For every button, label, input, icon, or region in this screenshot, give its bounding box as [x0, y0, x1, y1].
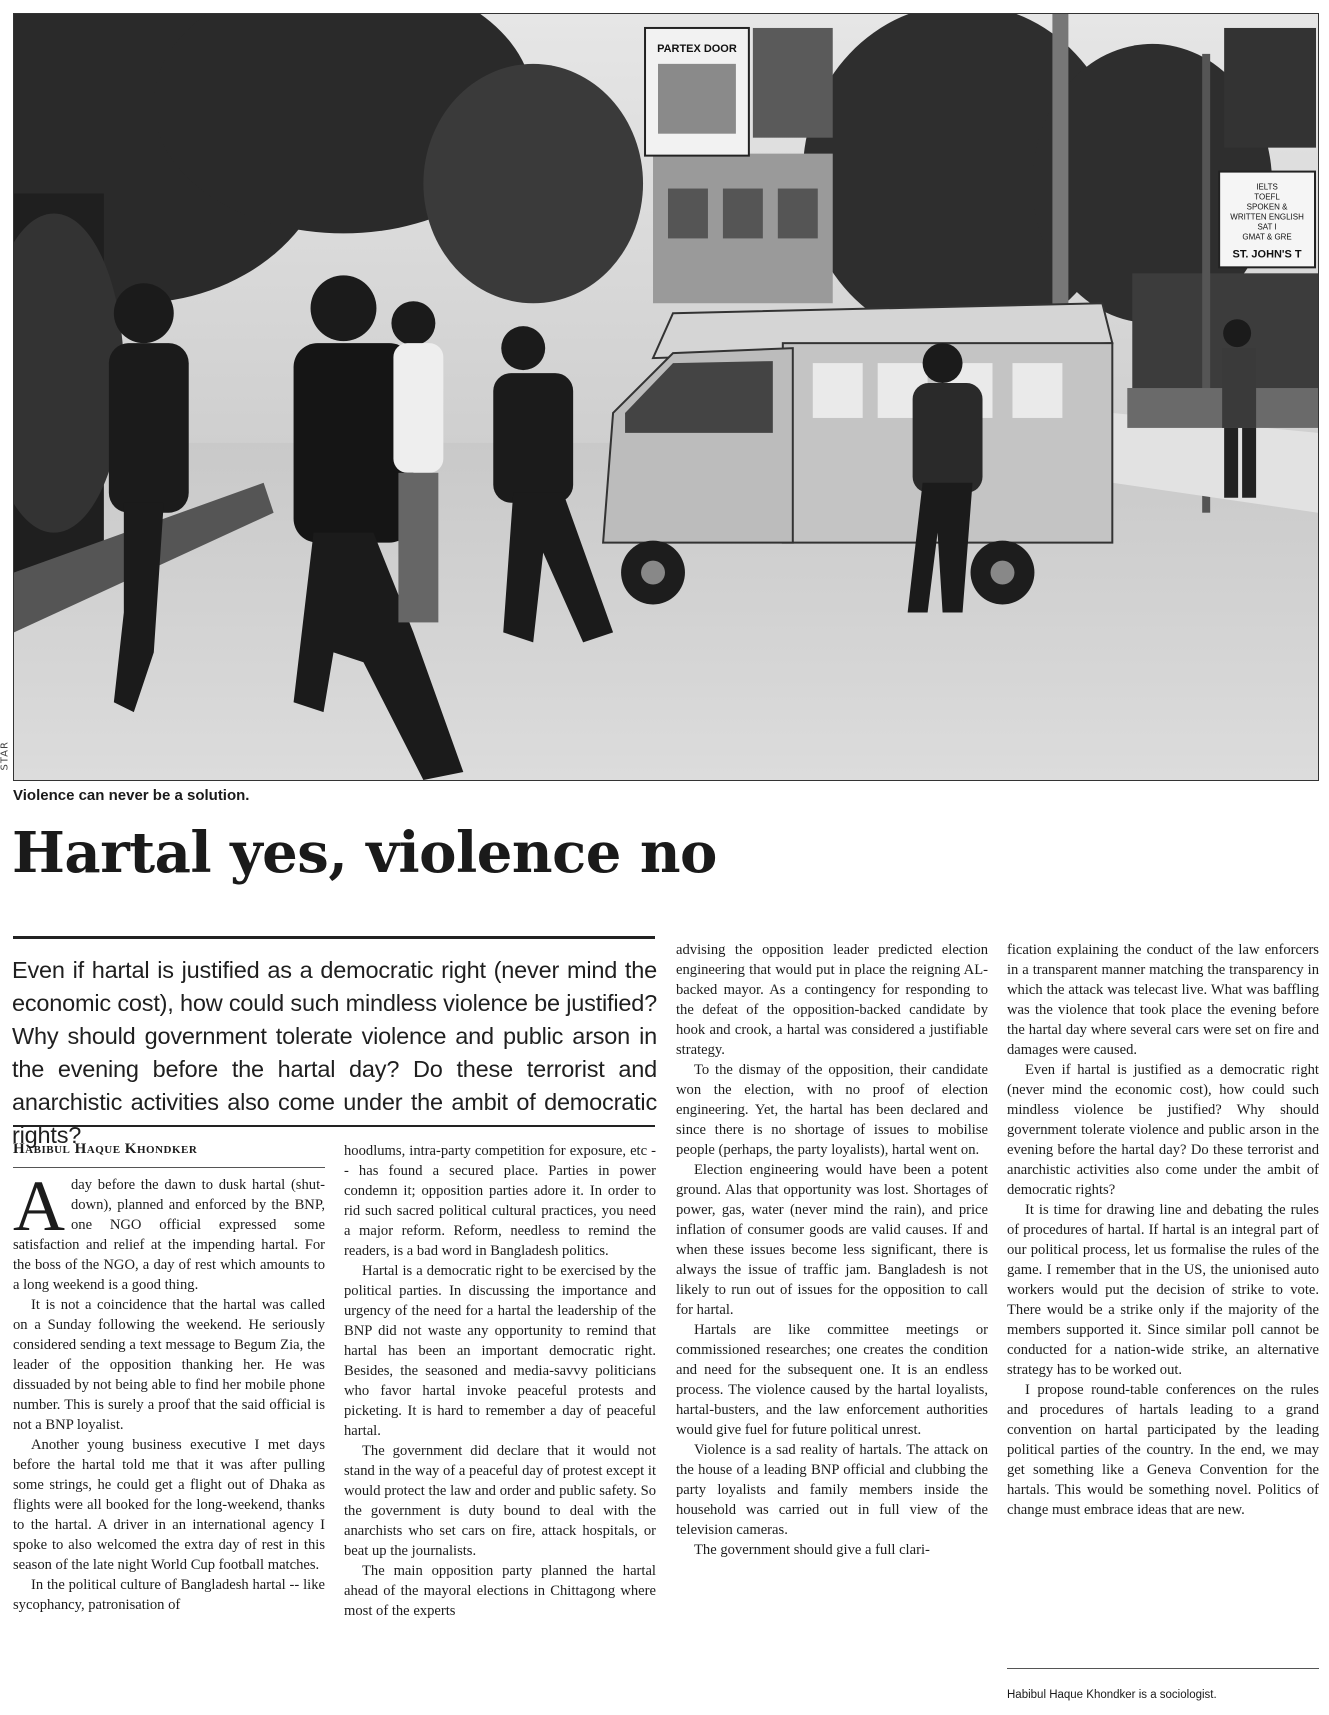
paragraph: Election engineering would have been a potent ground. Alas that opportunity was lost. Shortages of power, gas, water (never mind the rain), and price inflation of consumer goods are valid causes. If and when these issues become less significant, there is always the issue of traffic jam. Bangladesh is not likely to run out of issues for the opposition to call for hartal.: [676, 1162, 988, 1318]
paragraph: Violence is a sad reality of hartals. The attack on the house of a leading BNP official and clubbing the party loyalists and family members inside the household was carried out in full view of the television cameras.: [676, 1442, 988, 1538]
standfirst-bottom-rule: [13, 1125, 655, 1127]
svg-text:TOEFL: TOEFL: [1254, 192, 1280, 202]
photo-caption: Violence can never be a solution.: [13, 787, 250, 804]
news-photo: [13, 13, 1319, 781]
paragraph: hoodlums, intra-party competition for exposure, etc -- has found a secured place. Parties in power condemn it; opposition parties adore it. In order to rid such sacred political cultural practices, you need a major reform. Reform, needless to remind the readers, is a bad word in Bangladesh politics.: [344, 1143, 656, 1259]
paragraph: It is time for drawing line and debating the rules of procedures of hartal. If hartal is an integral part of our political process, let us formalise the rules of the game. I remember that in the US, the unionised auto workers would put the decision of strike to vote. There would be a strike only if the majority of the members supported it. Since similar poll cannot be conducted for a nation-wide strike, an alternative strategy has to be worked out.: [1007, 1202, 1319, 1378]
paragraph: The government should give a full clari-: [694, 1542, 930, 1558]
paragraph: It is not a coincidence that the hartal was called on a Sunday following the weekend. He seriously considered sending a text message to Begum Zia, the leader of the opposition thanking her. He was dissuaded by not being able to find her mobile phone number. This is surely a proof that the said official is not a BNP loyalist.: [13, 1297, 325, 1433]
paragraph: I propose round-table conferences on the rules and procedures of hartals leading to a grand convention on hartal participated by the leading political parties of the country. In the end, we may get something like a Geneva Convention for the hartals. This would be something novel. Politics of change must embrace ideas that are new.: [1007, 1382, 1319, 1518]
author-note: Habibul Haque Khondker is a sociologist.: [1007, 1689, 1217, 1701]
svg-text:SAT I: SAT I: [1257, 222, 1277, 232]
standfirst-top-rule: [13, 936, 655, 939]
drop-cap: A: [13, 1166, 65, 1246]
partex-billboard: [645, 28, 833, 156]
paragraph: Hartals are like committee meetings or commissioned researches; one creates the condition and need for the subsequent one. It is an endless process. The violence caused by the hartal loyalists, hartal-busters, and the law enforcement authorities would give fuel for future political unrest.: [676, 1322, 988, 1438]
paragraph: The main opposition party planned the hartal ahead of the mayoral elections in Chittagong where most of the experts: [344, 1563, 656, 1619]
svg-text:WRITTEN ENGLISH: WRITTEN ENGLISH: [1230, 212, 1304, 222]
paragraph: fication explaining the conduct of the law enforcers in a transparent manner matching the transparency in which the attack was telecast live. What was baffling was the violence that took place the evening before the hartal day where several cars were set on fire and damages were caused.: [1007, 942, 1319, 1058]
article-column-1: [13, 1166, 325, 1710]
paragraph: Another young business executive I met days before the hartal told me that it was after pulling some strings, he could get a flight out of Dhaka as flights were all booked for the long-weekend, thanks to the hartal. A driver in an international agency I spoke to also welcomed the extra day of rest in this season of the late night World Cup football matches.: [13, 1437, 325, 1573]
paragraph: Aday before the dawn to dusk hartal (shut-down), planned and enforced by the BNP, one NGO official expressed some satisfaction and relief at the impending hartal. For the boss of the NGO, a day of rest which amounts to a long weekend is a good thing.: [13, 1166, 325, 1293]
street-scene-illustration: [14, 14, 1318, 780]
byline: Habibul Haque Khondker: [13, 1141, 198, 1157]
headline: Hartal yes, violence no: [12, 820, 717, 886]
photo-credit: STAR: [0, 741, 11, 771]
paragraph: To the dismay of the opposition, their candidate won the election, with no proof of election engineering. Yet, the hartal has been declared and since there is no shortage of issues to mobilise people (perhaps, the party loyalists), hartal went on.: [676, 1062, 988, 1158]
paragraph: In the political culture of Bangladesh hartal -- like sycophancy, patronisation of: [13, 1577, 325, 1613]
school-sign: [1219, 28, 1316, 267]
svg-text:GMAT & GRE: GMAT & GRE: [1242, 232, 1292, 242]
school-name-text: ST. JOHN'S T: [1232, 248, 1302, 261]
author-note-rule: [1007, 1668, 1319, 1669]
partex-text: PARTEX DOOR: [657, 42, 737, 55]
standfirst: Even if hartal is justified as a democratic right (never mind the economic cost), how could such mindless violence be justified? Why should government tolerate violence and public arson in the evening before the hartal day? Do these terrorist and anarchistic activities also come under the ambit of democratic rights?: [12, 957, 657, 1148]
paragraph: Hartal is a democratic right to be exercised by the political parties. In discussing the importance and urgency of the need for a hartal the leadership of the BNP did not waste any opportunity to remind that hartal has been an important democratic right. Besides, the seasoned and media-savvy politicians who favor hartal invoke peaceful protests and picketing. It is hard to remember a day of peaceful hartal.: [344, 1263, 656, 1439]
paragraph: The government did declare that it would not stand in the way of a peaceful day of protest except it would protect the law and order and public safety. So the government is duty bound to deal with the anarchists who set cars on fire, attack hospitals, or beat up the journalists.: [344, 1443, 656, 1559]
paragraph: advising the opposition leader predicted election engineering that would put in place the reigning AL-backed mayor. As a contingency for responding to the defeat of the opposition-backed candidate by hook and crook, a hartal was considered a justifiable strategy.: [676, 942, 988, 1058]
article-column-3: [676, 940, 988, 1710]
svg-text:IELTS: IELTS: [1256, 182, 1278, 192]
paragraph: Even if hartal is justified as a democratic right (never mind the economic cost), how could such mindless violence be justified? Why should government tolerate violence and public arson in the evening before the hartal day? Do these terrorist and anarchistic activities also come under the ambit of democratic rights?: [1007, 1062, 1319, 1198]
article-column-4: [1007, 940, 1319, 1640]
article-column-2: [344, 1141, 656, 1711]
svg-text:SPOKEN &: SPOKEN &: [1246, 202, 1288, 212]
